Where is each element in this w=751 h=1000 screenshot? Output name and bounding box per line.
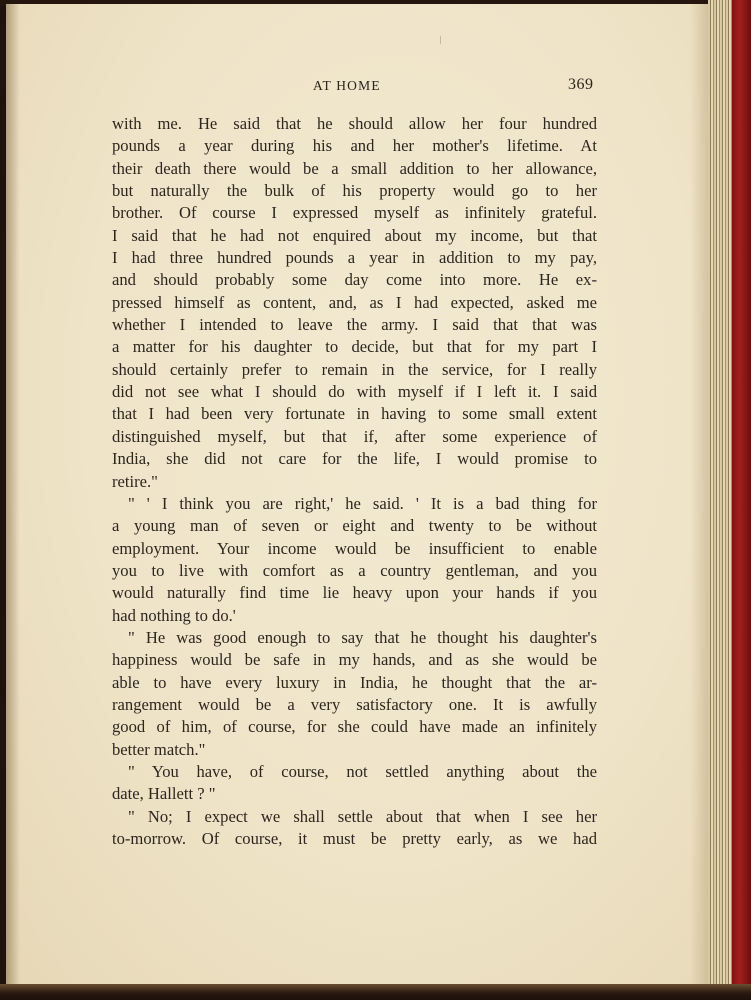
- text-line: their death there would be a small addition to her allowance,: [112, 158, 597, 178]
- pencil-mark: [440, 36, 441, 44]
- page-edges-stack: [708, 0, 734, 990]
- text-line: happiness would be safe in my hands, and as she would be: [112, 650, 597, 670]
- text-line: better match.": [112, 739, 206, 759]
- text-line: " ' I think you are right,' he said. ' It is a bad thing for: [128, 493, 597, 513]
- text-line: good of him, of course, for she could have made an infinitely: [112, 717, 597, 737]
- body-text: [112, 113, 597, 850]
- text-line: rangement would be a very satisfactory one. It is awfully: [112, 694, 597, 714]
- text-line: to-morrow. Of course, it must be pretty early, as we had: [112, 829, 597, 848]
- text-line: distinguished myself, but that if, after some experience of: [112, 426, 597, 446]
- text-line: with me. He said that he should allow her four hundred: [112, 114, 597, 133]
- text-line: pounds a year during his and her mother's lifetime. At: [112, 136, 597, 156]
- text-line: I said that he had not enquired about my income, but that: [112, 225, 597, 245]
- text-line: " You have, of course, not settled anything about the: [128, 761, 597, 781]
- text-line: date, Hallett ? ": [112, 784, 216, 804]
- text-line: retire.": [112, 471, 158, 491]
- text-line: brother. Of course I expressed myself as infinitely grateful.: [112, 203, 597, 223]
- text-line: and should probably some day come into more. He ex-: [112, 270, 597, 290]
- text-line: " He was good enough to say that he thought his daughter's: [128, 627, 597, 647]
- text-line: employment. Your income would be insufficient to enable: [112, 538, 597, 558]
- text-line: India, she did not care for the life, I would promise to: [112, 449, 597, 469]
- text-line: a matter for his daughter to decide, but that for my part I: [112, 337, 597, 357]
- text-line: had nothing to do.': [112, 605, 236, 625]
- text-line: did not see what I should do with myself if I left it. I said: [112, 382, 597, 402]
- text-line: I had three hundred pounds a year in addition to my pay,: [112, 248, 597, 268]
- text-line: would naturally find time lie heavy upon your hands if you: [112, 583, 597, 603]
- text-line: whether I intended to leave the army. I said that that was: [112, 315, 597, 335]
- text-line: a young man of seven or eight and twenty to be without: [112, 516, 597, 536]
- book-cover-edge: [732, 0, 751, 1000]
- text-line: pressed himself as content, and, as I had expected, asked me: [112, 292, 597, 312]
- text-line: " No; I expect we shall settle about that when I see her: [128, 806, 597, 826]
- gutter-shadow: [6, 4, 20, 984]
- text-line: you to live with comfort as a country gentleman, and you: [112, 560, 597, 580]
- text-line: able to have every luxury in India, he thought that the ar-: [112, 672, 597, 692]
- page-number: 369: [568, 76, 594, 93]
- text-line: that I had been very fortunate in having to some small extent: [112, 404, 597, 424]
- text-line: but naturally the bulk of his property would go to her: [112, 181, 597, 201]
- text-line: should certainly prefer to remain in the service, for I really: [112, 359, 597, 379]
- backdrop-bottom: [0, 984, 751, 1000]
- running-head: AT HOME: [313, 78, 381, 93]
